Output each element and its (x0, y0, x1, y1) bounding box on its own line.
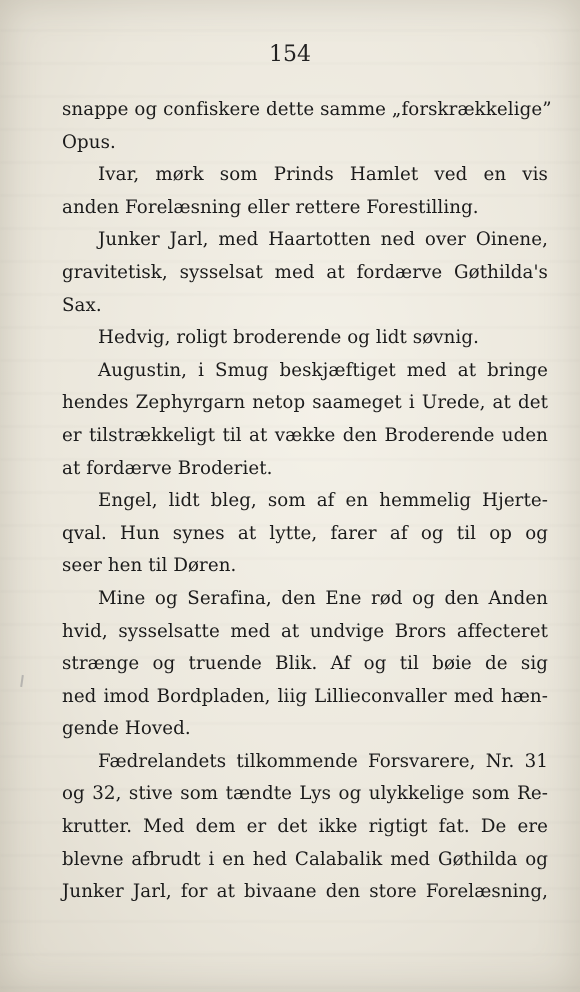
text-line: er tilstrækkeligt til at vække den Broderende uden (62, 424, 548, 446)
text-line: Hedvig, roligt broderende og lidt søvnig. (98, 327, 479, 349)
text-line: gende Hoved. (62, 718, 191, 740)
text-line: seer hen til Døren. (62, 555, 237, 577)
text-line: Fædrelandets tilkommende Forsvarere, Nr. 31 (98, 750, 548, 772)
text-line: anden Forelæsning eller rettere Forestilling. (62, 196, 479, 218)
text-line: Junker Jarl, med Haartotten ned over Oinene, (98, 229, 548, 251)
text-line: hvid, sysselsatte med at undvige Brors affecteret (62, 620, 548, 642)
text-line: Opus. (62, 131, 116, 153)
text-line: qval. Hun synes at lytte, farer af og til op og (62, 522, 548, 544)
text-line: og 32, stive som tændte Lys og ulykkelige som Re- (62, 783, 548, 805)
text-line: Sax. (62, 294, 102, 316)
text-line: snappe og confiskere dette samme „forskrækkelige” (62, 99, 552, 120)
text-line: Ivar, mørk som Prinds Hamlet ved en vis (98, 164, 548, 186)
text-line: Mine og Serafina, den Ene rød og den Anden (98, 587, 548, 609)
body-text (62, 94, 552, 909)
text-line: strænge og truende Blik. Af og til bøie de sig (62, 653, 548, 675)
text-line: hendes Zephyrgarn netop saameget i Urede, at det (62, 392, 548, 414)
text-line: krutter. Med dem er det ikke rigtigt fat. De ere (62, 816, 548, 838)
text-line: blevne afbrudt i en hed Calabalik med Gøthilda og (62, 848, 548, 870)
margin-mark (20, 675, 24, 687)
page-number: 154 (269, 42, 311, 67)
text-line: Engel, lidt bleg, som af en hemmelig Hjerte- (98, 490, 548, 512)
text-line: Junker Jarl, for at bivaane den store Forelæsning, (62, 881, 548, 903)
text-line: at fordærve Broderiet. (62, 457, 273, 479)
text-line: Augustin, i Smug beskjæftiget med at bringe (98, 359, 548, 381)
text-line: ned imod Bordpladen, liig Lillieconvaller med hæn- (62, 685, 548, 707)
text-line: gravitetisk, sysselsat med at fordærve Gøthilda's (62, 261, 548, 283)
